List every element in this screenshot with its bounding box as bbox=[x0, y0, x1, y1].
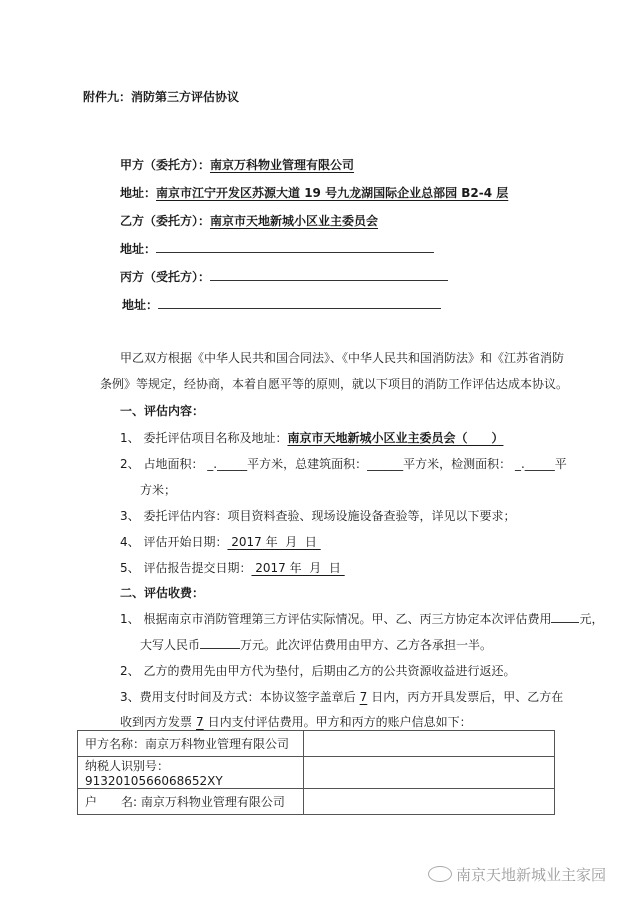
item5-label: 5、 评估报告提交日期： bbox=[120, 561, 252, 575]
account-party-a-name: 甲方名称：南京万科物业管理有限公司 bbox=[78, 731, 304, 757]
party-a-address-line bbox=[120, 184, 508, 201]
party-b-address-label: 地址： bbox=[120, 242, 157, 256]
party-b-line bbox=[120, 212, 378, 229]
account-party-c-cell bbox=[304, 789, 555, 815]
item2-building-area-label: 平方米，总建筑面积： bbox=[247, 457, 368, 471]
intro-line-2: 条例》等规定，经协商，本着自愿平等的原则，就以下项目的消防工作评估达成本协议。 bbox=[100, 377, 569, 391]
party-b-label: 乙方（委托方）： bbox=[120, 214, 211, 228]
party-b-name: 南京市天地新城小区业主委员会 bbox=[210, 214, 379, 228]
item4-label: 4、 评估开始日期： bbox=[120, 535, 228, 549]
payment-text-b: 日内，丙方开具发票后，甲、乙方在 bbox=[371, 690, 564, 704]
item2-land-area-blank[interactable]: _._____ bbox=[207, 457, 248, 471]
payment-days-1: 7 bbox=[359, 690, 368, 704]
section1-item2 bbox=[120, 455, 567, 472]
watermark-text: 南京天地新城业主家园 bbox=[456, 866, 607, 884]
section2-item3 bbox=[120, 688, 563, 705]
section2-heading: 二、评估收费： bbox=[120, 586, 205, 600]
fee-capital-blank[interactable] bbox=[200, 648, 240, 649]
fee-capital-label: 大写人民币 bbox=[140, 638, 201, 652]
wechat-icon bbox=[428, 866, 452, 882]
item2-inspect-area-blank[interactable]: _._____ bbox=[514, 457, 555, 471]
item5-date[interactable]: 2017 年 月 日 bbox=[251, 561, 345, 575]
fee-unit: 元， bbox=[579, 612, 604, 626]
party-a-name: 南京万科物业管理有限公司 bbox=[210, 158, 355, 172]
item1-value: 南京市天地新城小区业主委员会（ ） bbox=[287, 431, 504, 445]
account-holder-name: 户 名: 南京万科物业管理有限公司 bbox=[78, 789, 304, 815]
table-row bbox=[78, 731, 555, 757]
fee-amount-blank[interactable] bbox=[551, 622, 579, 623]
item2-unit-start: 平 bbox=[554, 457, 567, 471]
account-info-table bbox=[77, 730, 555, 815]
party-c-address-label: 地址： bbox=[122, 298, 159, 312]
section1-item5 bbox=[120, 559, 345, 576]
party-b-address-blank[interactable] bbox=[156, 252, 434, 253]
fee-split-text: 万元。此次评估费用由甲方、乙方各承担一半。 bbox=[240, 638, 493, 652]
section2-item2: 2、 乙方的费用先由甲方代为垫付，后期由乙方的公共资源收益进行返还。 bbox=[120, 664, 516, 678]
account-party-c-cell bbox=[304, 757, 555, 789]
item2-inspect-area-label: 平方米，检测面积： bbox=[403, 457, 512, 471]
payment-days-2: 7 bbox=[196, 715, 204, 729]
payment-text-a: 3、费用支付时间及方式：本协议签字盖章后 bbox=[120, 690, 356, 704]
fee-text: 1、 根据南京市消防管理第三方评估实际情况。甲、乙、丙三方协定本次评估费用 bbox=[120, 612, 552, 626]
party-c-name-blank[interactable] bbox=[210, 280, 448, 281]
party-c-address-line bbox=[122, 296, 441, 313]
section1-heading: 一、评估内容： bbox=[120, 404, 205, 418]
party-b-address-line bbox=[120, 240, 434, 257]
section1-item1 bbox=[120, 429, 503, 446]
section2-item1 bbox=[120, 610, 603, 627]
watermark bbox=[428, 864, 606, 885]
section2-item1-cont bbox=[140, 636, 492, 653]
party-a-label: 甲方（委托方）： bbox=[120, 158, 211, 172]
item2-building-area-blank[interactable]: ______ bbox=[367, 457, 404, 471]
party-a-line bbox=[120, 156, 354, 173]
party-a-address-label: 地址： bbox=[120, 186, 157, 200]
party-c-address-blank[interactable] bbox=[158, 308, 441, 309]
item2-land-area-label: 2、 占地面积： bbox=[120, 457, 204, 471]
party-c-label: 丙方（受托方）： bbox=[120, 270, 211, 284]
payment-text-d: 日内支付评估费用。甲方和丙方的账户信息如下： bbox=[207, 715, 472, 729]
account-party-c-cell bbox=[304, 731, 555, 757]
table-row bbox=[78, 757, 555, 789]
party-a-address: 南京市江宁开发区苏源大道 19 号九龙湖国际企业总部园 B2-4 层 bbox=[156, 186, 509, 200]
section1-item3: 3、 委托评估内容：项目资料查验、现场设施设备查验等，详见以下要求； bbox=[120, 509, 516, 523]
section1-item2-cont: 方米； bbox=[140, 483, 177, 497]
table-row bbox=[78, 789, 555, 815]
party-c-line bbox=[120, 268, 448, 285]
payment-text-c: 收到丙方发票 bbox=[120, 715, 193, 729]
intro-line-1: 甲乙双方根据《中华人民共和国合同法》、《中华人民共和国消防法》和《江苏省消防 bbox=[120, 351, 565, 365]
item4-date[interactable]: 2017 年 月 日 bbox=[227, 535, 321, 549]
document-title: 附件九：消防第三方评估协议 bbox=[83, 90, 240, 104]
section1-item4 bbox=[120, 533, 321, 550]
item1-label: 1、 委托评估项目名称及地址： bbox=[120, 431, 288, 445]
account-tax-id: 纳税人识别号：9132010566068652XY bbox=[78, 757, 304, 789]
section2-item3-cont bbox=[120, 713, 472, 730]
